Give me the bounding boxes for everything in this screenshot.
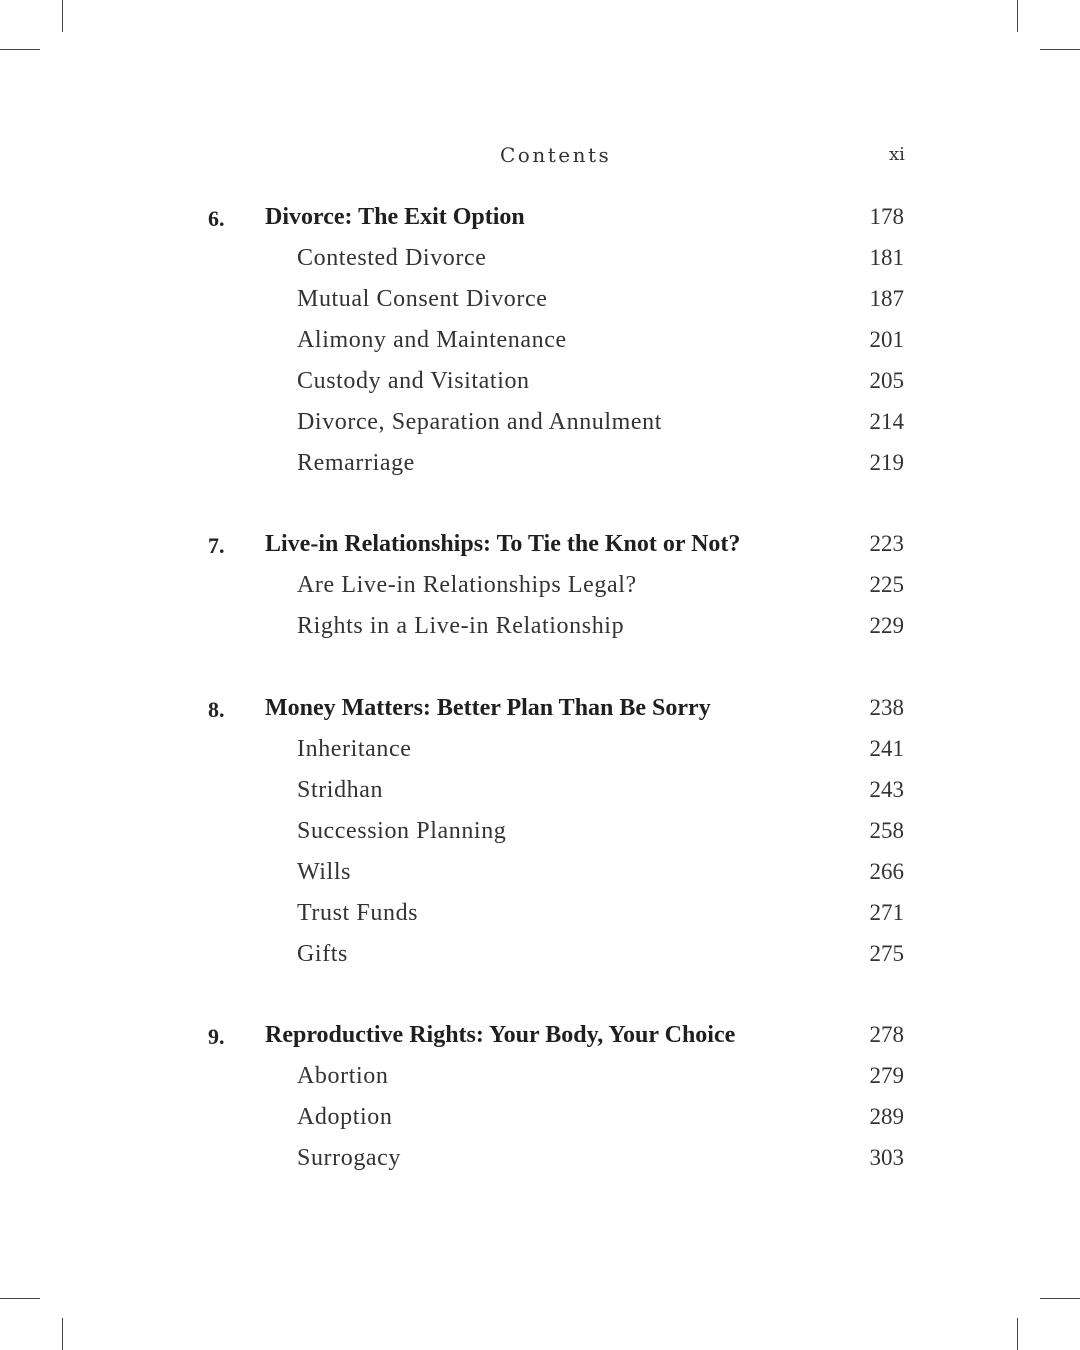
section-title: Mutual Consent Divorce bbox=[297, 286, 548, 312]
chapter-title: Divorce: The Exit Option bbox=[265, 204, 525, 230]
chapter-page: 178 bbox=[869, 204, 904, 229]
chapter-number: 9. bbox=[208, 1024, 225, 1049]
chapter-page: 223 bbox=[869, 531, 904, 556]
section-row[interactable] bbox=[0, 898, 1080, 932]
section-row[interactable] bbox=[0, 570, 1080, 604]
chapter-title: Live-in Relationships: To Tie the Knot or Not? bbox=[265, 531, 741, 557]
section-page: 225 bbox=[869, 572, 904, 597]
section-page: 266 bbox=[869, 859, 904, 884]
chapter-row[interactable] bbox=[0, 1020, 1080, 1054]
section-row[interactable] bbox=[0, 775, 1080, 809]
section-title: Rights in a Live-in Relationship bbox=[297, 613, 625, 639]
section-title: Remarriage bbox=[297, 450, 415, 476]
chapter-number: 8. bbox=[208, 697, 225, 722]
section-row[interactable] bbox=[0, 325, 1080, 359]
section-row[interactable] bbox=[0, 243, 1080, 277]
section-row[interactable] bbox=[0, 366, 1080, 400]
chapter-row[interactable] bbox=[0, 529, 1080, 563]
chapter-row[interactable] bbox=[0, 693, 1080, 727]
running-title: Contents bbox=[500, 143, 612, 167]
section-title: Trust Funds bbox=[297, 900, 419, 926]
section-page: 258 bbox=[869, 818, 904, 843]
section-row[interactable] bbox=[0, 1061, 1080, 1095]
chapter-number: 7. bbox=[208, 533, 225, 558]
chapter-number: 6. bbox=[208, 206, 225, 231]
chapter-title: Reproductive Rights: Your Body, Your Choice bbox=[265, 1022, 736, 1048]
section-row[interactable] bbox=[0, 1143, 1080, 1177]
section-title: Surrogacy bbox=[297, 1145, 402, 1171]
section-page: 205 bbox=[869, 368, 904, 393]
section-title: Abortion bbox=[297, 1063, 389, 1089]
section-page: 241 bbox=[869, 736, 904, 761]
section-title: Adoption bbox=[297, 1104, 393, 1130]
section-title: Stridhan bbox=[297, 777, 384, 803]
section-page: 279 bbox=[869, 1063, 904, 1088]
section-page: 289 bbox=[869, 1104, 904, 1129]
page-folio: xi bbox=[889, 144, 905, 165]
section-page: 187 bbox=[869, 286, 904, 311]
section-row[interactable] bbox=[0, 857, 1080, 891]
chapter-page: 278 bbox=[869, 1022, 904, 1047]
section-page: 219 bbox=[869, 450, 904, 475]
section-row[interactable] bbox=[0, 816, 1080, 850]
section-page: 201 bbox=[869, 327, 904, 352]
chapter-row[interactable] bbox=[0, 202, 1080, 236]
section-title: Custody and Visitation bbox=[297, 368, 530, 394]
section-page: 181 bbox=[869, 245, 904, 270]
section-row[interactable] bbox=[0, 407, 1080, 441]
section-title: Succession Planning bbox=[297, 818, 507, 844]
section-row[interactable] bbox=[0, 1102, 1080, 1136]
chapter-page: 238 bbox=[869, 695, 904, 720]
section-title: Contested Divorce bbox=[297, 245, 487, 271]
section-row[interactable] bbox=[0, 448, 1080, 482]
section-row[interactable] bbox=[0, 284, 1080, 318]
section-title: Inheritance bbox=[297, 736, 412, 762]
section-title: Divorce, Separation and Annulment bbox=[297, 409, 663, 435]
chapter-title: Money Matters: Better Plan Than Be Sorry bbox=[265, 695, 711, 721]
section-row[interactable] bbox=[0, 939, 1080, 973]
section-page: 275 bbox=[869, 941, 904, 966]
section-title: Wills bbox=[297, 859, 352, 885]
section-row[interactable] bbox=[0, 734, 1080, 768]
section-page: 243 bbox=[869, 777, 904, 802]
section-page: 271 bbox=[869, 900, 904, 925]
section-title: Gifts bbox=[297, 941, 348, 967]
section-title: Alimony and Maintenance bbox=[297, 327, 567, 353]
section-row[interactable] bbox=[0, 611, 1080, 645]
section-page: 229 bbox=[869, 613, 904, 638]
section-page: 303 bbox=[869, 1145, 904, 1170]
section-page: 214 bbox=[869, 409, 904, 434]
section-title: Are Live-in Relationships Legal? bbox=[297, 572, 637, 598]
